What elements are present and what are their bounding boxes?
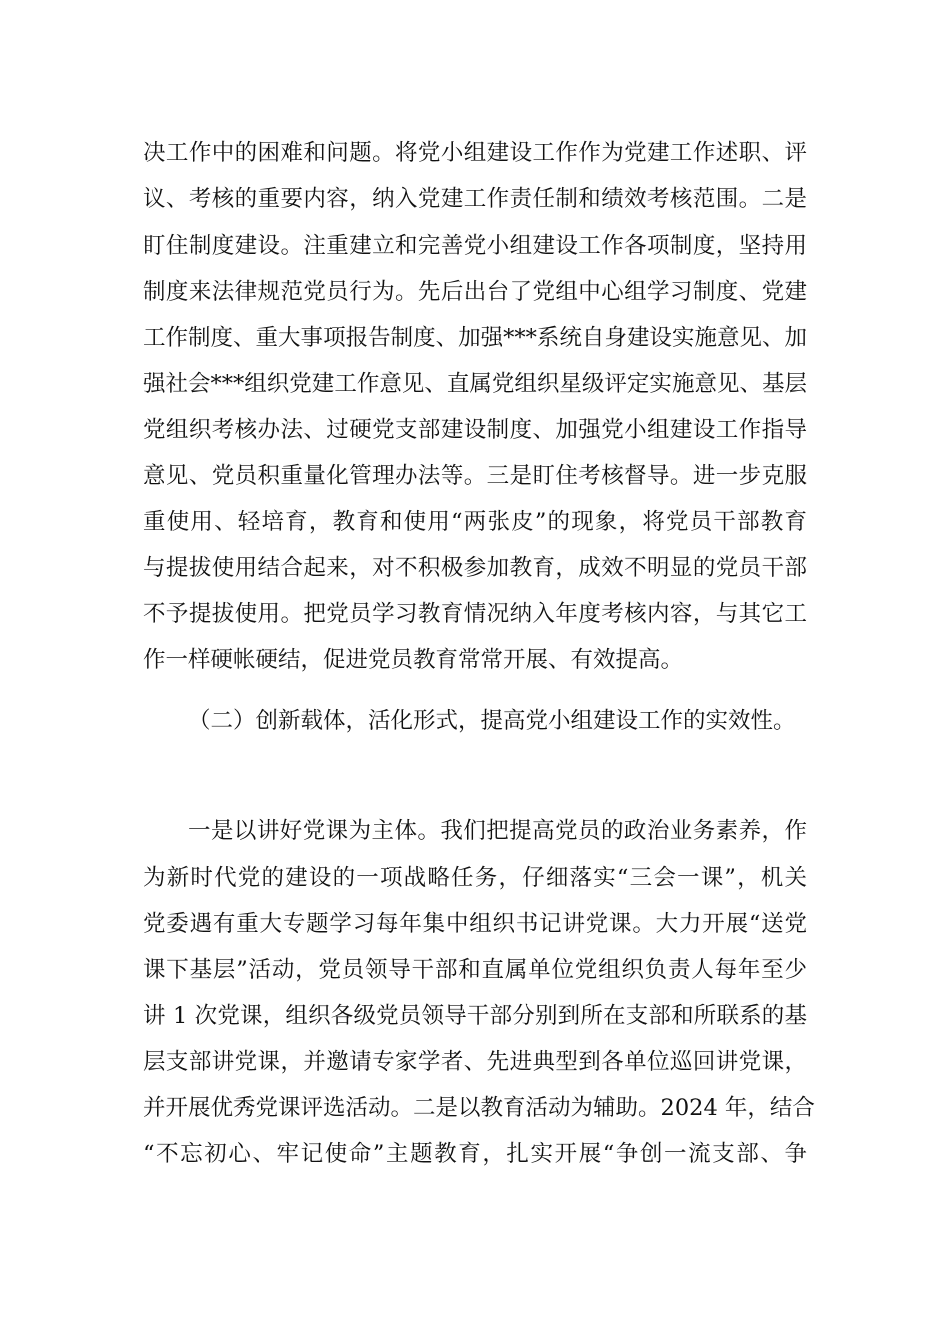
paragraph-1-line: 盯住制度建设。注重建立和完善党小组建设工作各项制度，坚持用 — [143, 233, 807, 259]
paragraph-2-line: 层支部讲党课，并邀请专家学者、先进典型到各单位巡回讲党课， — [143, 1049, 807, 1075]
paragraph-2-line: 党委遇有重大专题学习每年集中组织书记讲党课。大力开展“送党 — [143, 911, 807, 937]
paragraph-2-line: 一是以讲好党课为主体。我们把提高党员的政治业务素养，作 — [188, 818, 807, 844]
paragraph-1-line: 议、考核的重要内容，纳入党建工作责任制和绩效考核范围。二是 — [143, 186, 807, 212]
paragraph-1-line: 制度来法律规范党员行为。先后出台了党组中心组学习制度、党建 — [143, 279, 807, 305]
paragraph-1-line: 作一样硬帐硬结，促进党员教育常常开展、有效提高。 — [143, 647, 684, 673]
paragraph-2-line: 课下基层”活动，党员领导干部和直属单位党组织负责人每年至少 — [143, 957, 807, 983]
paragraph-2-line: 讲 1 次党课，组织各级党员领导干部分别到所在支部和所联系的基 — [143, 1003, 807, 1029]
paragraph-1-line: 强社会***组织党建工作意见、直属党组织星级评定实施意见、基层 — [143, 371, 807, 397]
paragraph-1-line: 不予提拔使用。把党员学习教育情况纳入年度考核内容，与其它工 — [143, 601, 807, 627]
paragraph-1-line: 工作制度、重大事项报告制度、加强***系统自身建设实施意见、加 — [143, 325, 807, 351]
paragraph-1-line: 与提拔使用结合起来，对不积极参加教育，成效不明显的党员干部 — [143, 555, 807, 581]
paragraph-1-line: 决工作中的困难和问题。将党小组建设工作作为党建工作述职、评 — [143, 140, 807, 166]
paragraph-2-line: 为新时代党的建设的一项战略任务，仔细落实“三会一课”，机关 — [143, 865, 807, 891]
paragraph-1-line: 党组织考核办法、过硬党支部建设制度、加强党小组建设工作指导 — [143, 417, 807, 443]
paragraph-1-line: 意见、党员积重量化管理办法等。三是盯住考核督导。进一步克服 — [143, 463, 807, 489]
section-heading: （二）创新载体，活化形式，提高党小组建设工作的实效性。 — [188, 708, 796, 734]
paragraph-2-line: 并开展优秀党课评选活动。二是以教育活动为辅助。2024 年，结合 — [143, 1095, 815, 1121]
paragraph-1-line: 重使用、轻培育，教育和使用“两张皮”的现象，将党员干部教育 — [143, 509, 807, 535]
paragraph-2-line: “不忘初心、牢记使命”主题教育，扎实开展“争创一流支部、争 — [143, 1141, 807, 1167]
